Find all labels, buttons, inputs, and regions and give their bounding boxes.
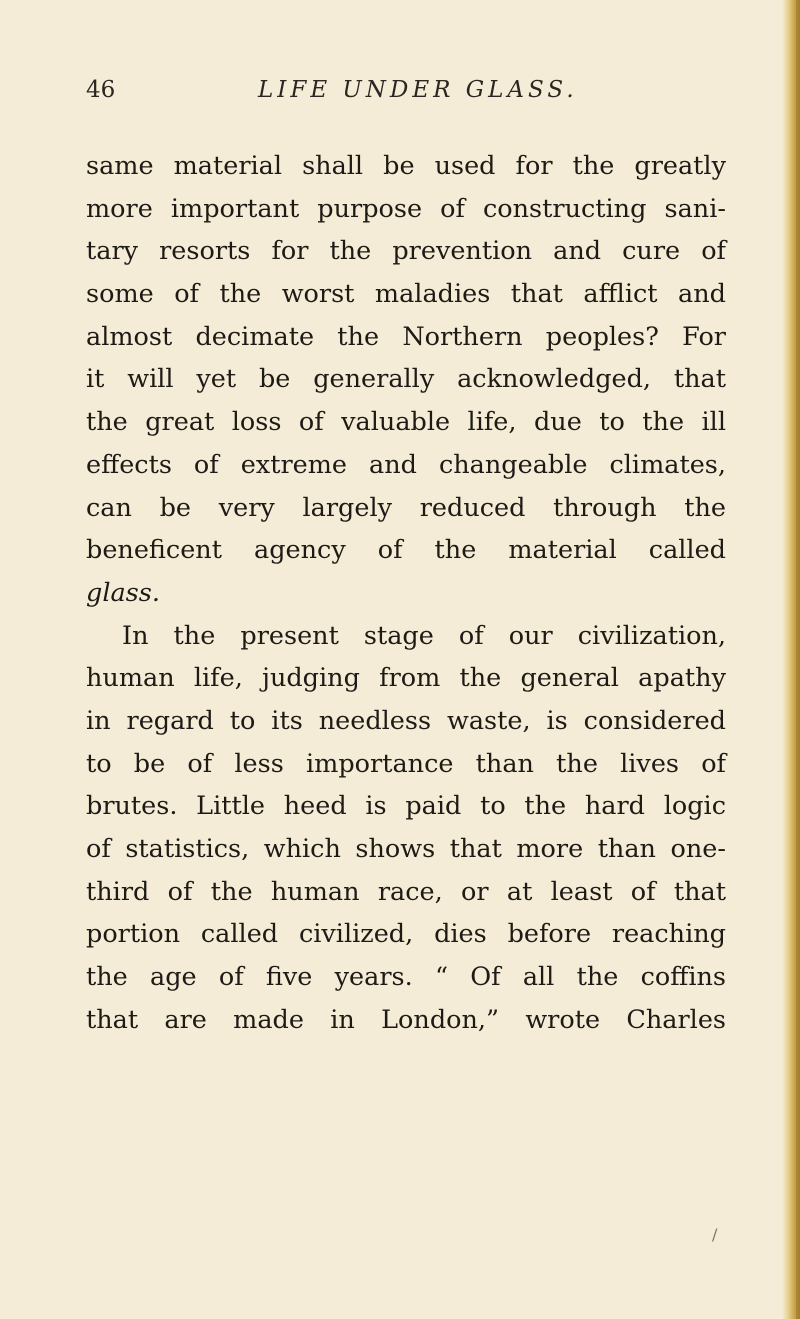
text-line: of statistics, which shows that more than one- [86, 834, 726, 864]
stray-mark: / [712, 1225, 718, 1244]
text-line: beneficent agency of the material called [86, 535, 726, 566]
running-header [86, 70, 726, 110]
text-line: brutes. Little heed is paid to the hard logic [86, 791, 726, 822]
text-line: effects of extreme and changeable climates, [86, 449, 726, 480]
text-line: can be very largely reduced through the [86, 492, 726, 523]
page-number: 46 [86, 77, 116, 103]
page-edge [782, 0, 800, 1319]
running-title: LIFE UNDER GLASS. [258, 77, 578, 103]
body-text [86, 145, 726, 1041]
text-line: in regard to its needless waste, is considered [86, 705, 726, 736]
text-line: same material shall be used for the greatly [86, 151, 726, 181]
text-line: third of the human race, or at least of that [86, 876, 726, 907]
text-line: glass. [86, 577, 160, 608]
text-line: that are made in London,” wrote Charles [86, 1004, 726, 1035]
text-line: some of the worst maladies that afflict and [86, 279, 726, 310]
text-line: portion called civilized, dies before reaching [86, 919, 726, 950]
text-line: In the present stage of our civilization, [122, 620, 726, 651]
text-line: tary resorts for the prevention and cure of [86, 236, 726, 267]
text-line: human life, judging from the general apathy [86, 663, 726, 694]
text-line: almost decimate the Northern peoples? For [86, 321, 726, 352]
text-line: the great loss of valuable life, due to the ill [86, 407, 726, 438]
text-line: to be of less importance than the lives of [86, 748, 726, 779]
text-line: the age of five years. “ Of all the coffins [86, 962, 726, 993]
text-line: more important purpose of constructing sani- [86, 193, 726, 224]
text-line: it will yet be generally acknowledged, that [86, 364, 726, 395]
